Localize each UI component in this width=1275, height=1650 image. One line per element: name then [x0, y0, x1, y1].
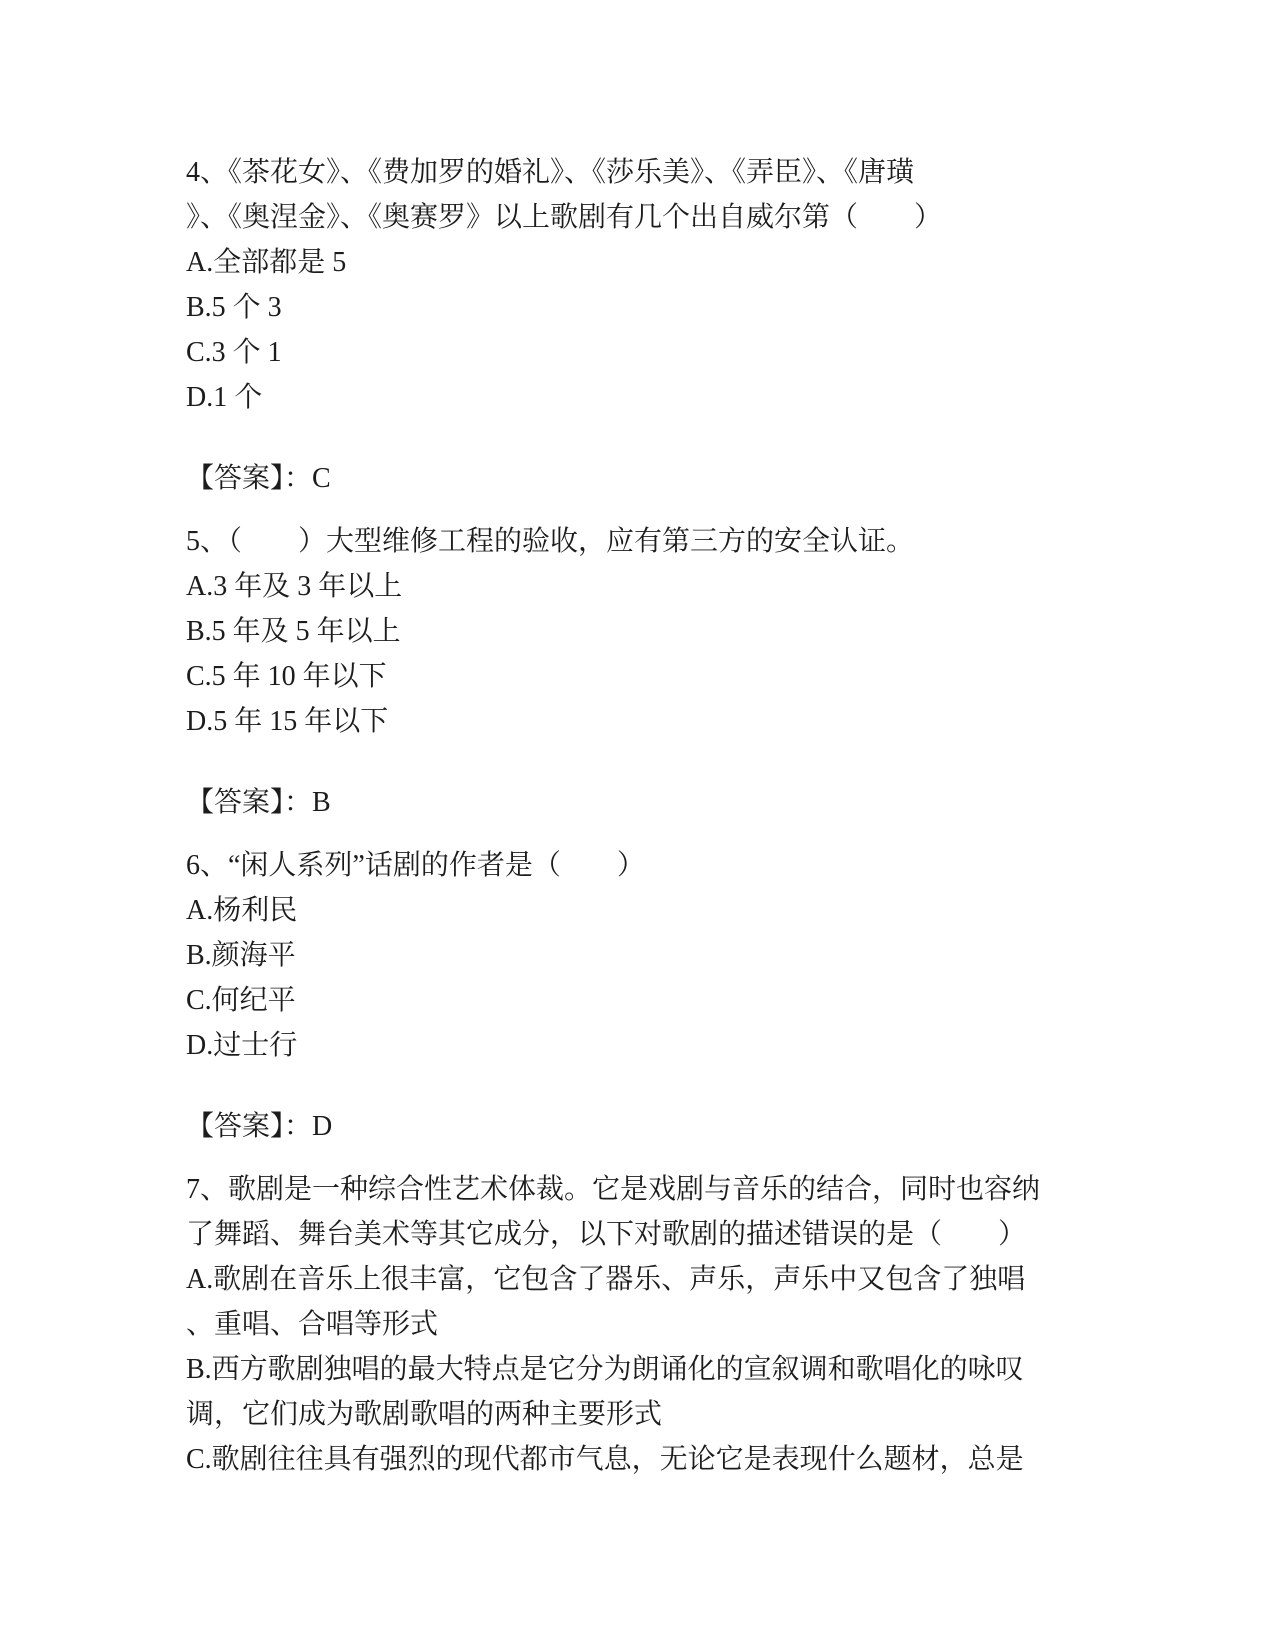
- option-line: D.过士行: [186, 1030, 298, 1061]
- option-line: 调，它们成为歌剧歌唱的两种主要形式: [186, 1399, 663, 1430]
- option-line: C.何纪平: [186, 985, 296, 1016]
- option-line: A.杨利民: [186, 895, 298, 926]
- question-text-line: 7、歌剧是一种综合性艺术体裁。它是戏剧与音乐的结合，同时也容纳: [186, 1174, 1041, 1205]
- option-line: C.歌剧往往具有强烈的现代都市气息，无论它是表现什么题材，总是: [186, 1444, 1024, 1475]
- question-block-q6: [186, 843, 1066, 1149]
- option-line: D.5 年 15 年以下: [186, 706, 389, 737]
- exam-content: [186, 150, 1066, 1482]
- question-block-q5: [186, 519, 1066, 825]
- option-line: C.3 个 1: [186, 337, 282, 368]
- question-text-line: 了舞蹈、舞台美术等其它成分，以下对歌剧的描述错误的是（ ）: [186, 1219, 1027, 1250]
- option-line: B.5 个 3: [186, 292, 282, 323]
- question-text-line: 》、《奥涅金》、《奥赛罗》以上歌剧有几个出自威尔第（ ）: [186, 202, 943, 233]
- option-line: A.3 年及 3 年以上: [186, 571, 403, 602]
- option-line: B.西方歌剧独唱的最大特点是它分为朗诵化的宣叙调和歌唱化的咏叹: [186, 1354, 1024, 1385]
- question-text-line: 4、《茶花女》、《费加罗的婚礼》、《莎乐美》、《弄臣》、《唐璜: [186, 157, 915, 188]
- option-line: 、重唱、合唱等形式: [186, 1309, 439, 1340]
- answer-line: 【答案】：D: [186, 1111, 333, 1142]
- option-line: B.颜海平: [186, 940, 296, 971]
- question-block-q4: [186, 150, 1066, 501]
- question-text-line: 5、（ ）大型维修工程的验收，应有第三方的安全认证。: [186, 526, 915, 557]
- question-block-q7: [186, 1167, 1066, 1482]
- option-line: A.全部都是 5: [186, 247, 347, 278]
- option-line: D.1 个: [186, 382, 263, 413]
- option-line: C.5 年 10 年以下: [186, 661, 387, 692]
- answer-line: 【答案】：B: [186, 787, 331, 818]
- option-line: B.5 年及 5 年以上: [186, 616, 401, 647]
- option-line: A.歌剧在音乐上很丰富，它包含了器乐、声乐，声乐中又包含了独唱: [186, 1264, 1026, 1295]
- answer-line: 【答案】：C: [186, 463, 331, 494]
- question-text-line: 6、“闲人系列”话剧的作者是（ ）: [186, 850, 645, 881]
